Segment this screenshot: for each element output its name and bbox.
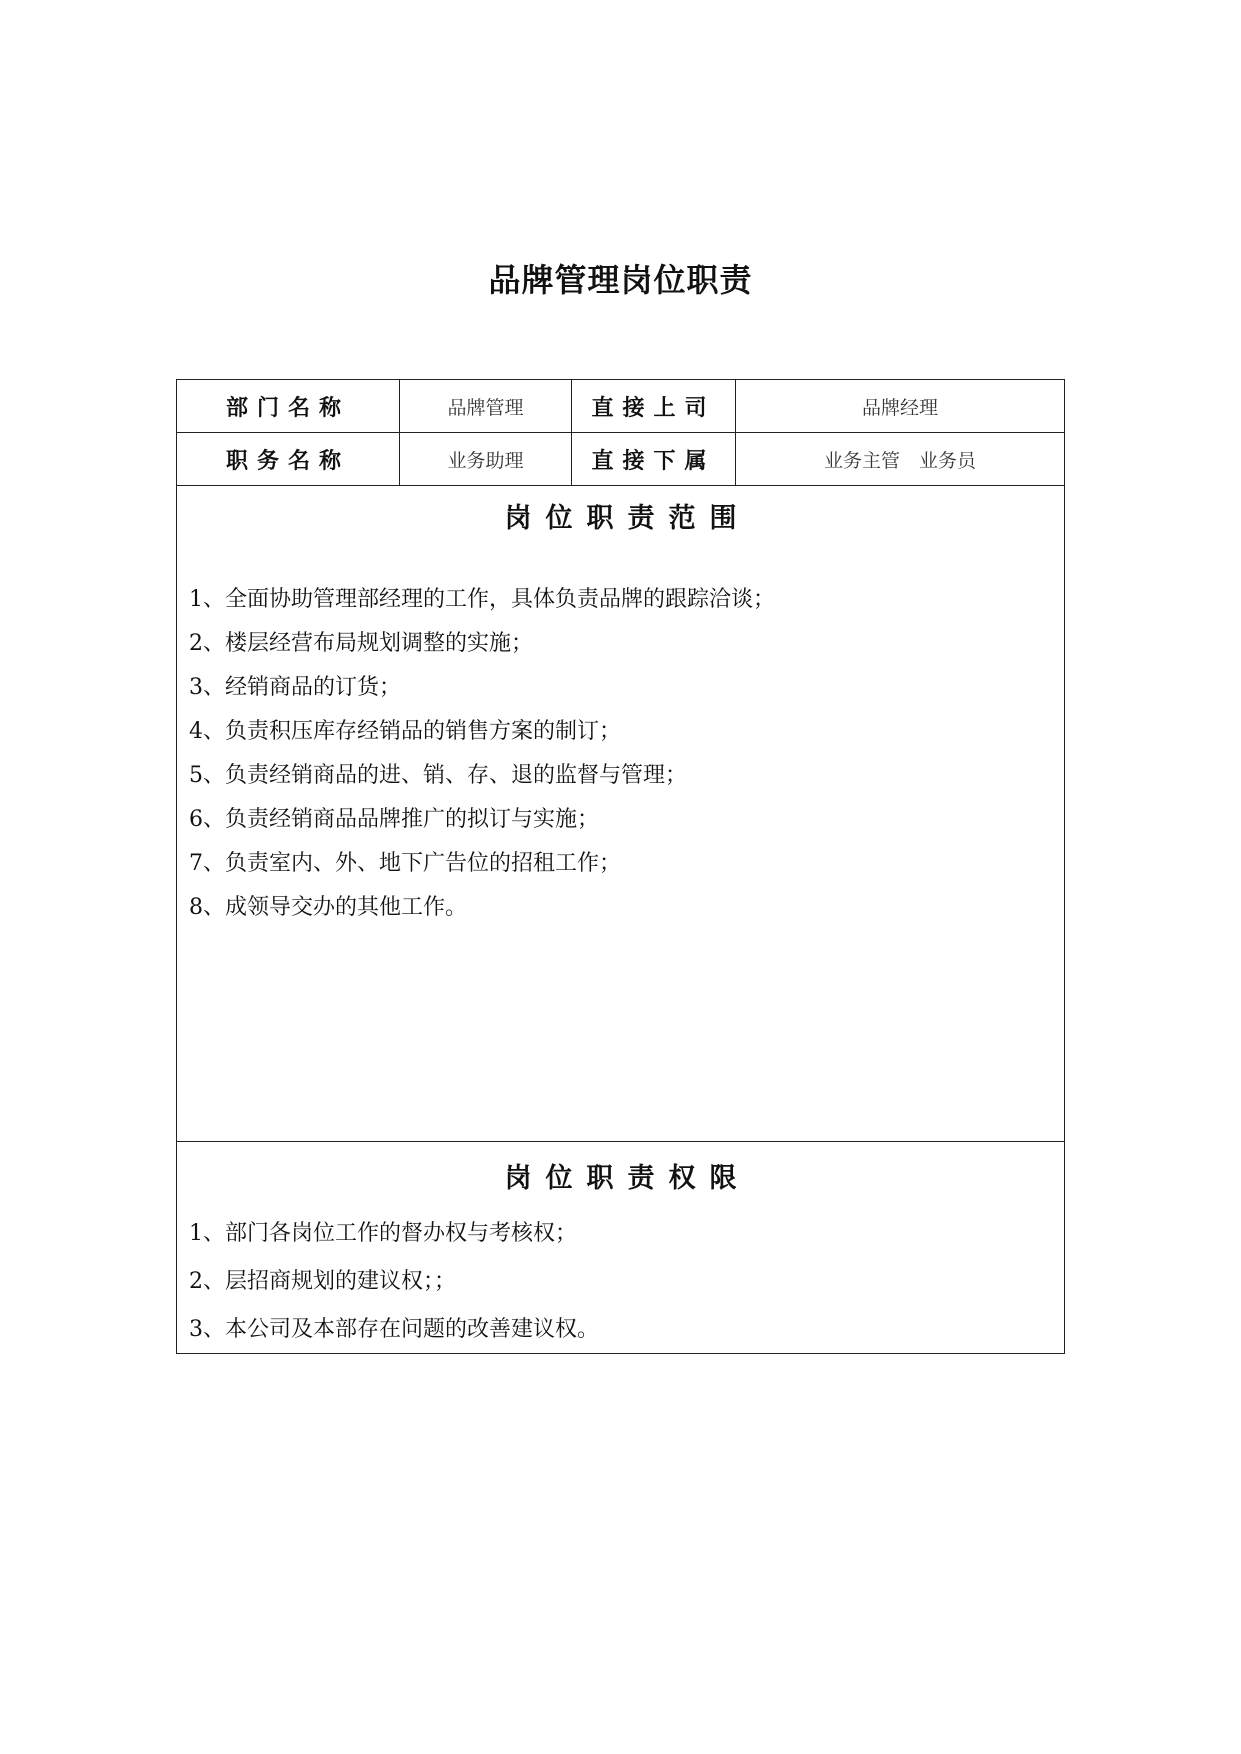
department-name-value: 品牌管理: [400, 380, 572, 432]
responsibility-scope-list: [177, 578, 1064, 930]
responsibility-authority-list: [177, 1210, 1064, 1354]
scope-item: 7、负责室内、外、地下广告位的招租工作；: [189, 851, 621, 876]
direct-subordinate-value: 业务主管 业务员: [823, 449, 976, 472]
scope-item: 5、负责经销商品的进、销、存、退的监督与管理；: [189, 763, 687, 788]
scope-item: 4、负责积压库存经销品的销售方案的制订；: [189, 719, 621, 744]
document-title: 品牌管理岗位职责: [488, 261, 753, 299]
authority-item: 2、层招商规划的建议权；；: [189, 1269, 456, 1294]
authority-item: 3、本公司及本部存在问题的改善建议权。: [189, 1317, 599, 1342]
responsibility-authority-heading: 岗位职责权限: [504, 1163, 751, 1194]
info-row-department: [177, 380, 1064, 433]
job-description-table: [176, 379, 1065, 1354]
scope-item: 8、成领导交办的其他工作。: [189, 895, 467, 920]
info-row-position: [177, 433, 1064, 486]
responsibility-authority-section: [177, 1142, 1064, 1353]
position-name-value: 业务助理: [400, 433, 572, 485]
direct-superior-label: 直接上司: [572, 380, 736, 432]
scope-item: 1、全面协助管理部经理的工作，具体负责品牌的跟踪洽谈；: [189, 587, 775, 612]
scope-item: 2、楼层经营布局规划调整的实施；: [189, 631, 533, 656]
direct-superior-value: 品牌经理: [861, 396, 938, 419]
scope-item: 3、经销商品的订货；: [189, 675, 401, 700]
responsibility-scope-section: [177, 486, 1064, 1142]
responsibility-scope-heading: 岗位职责范围: [504, 503, 751, 534]
direct-subordinate-label: 直接下属: [572, 433, 736, 485]
scope-item: 6、负责经销商品品牌推广的拟订与实施；: [189, 807, 599, 832]
department-name-label: 部门名称: [177, 380, 400, 432]
position-name-label: 职务名称: [177, 433, 400, 485]
authority-item: 1、部门各岗位工作的督办权与考核权；: [189, 1221, 577, 1246]
